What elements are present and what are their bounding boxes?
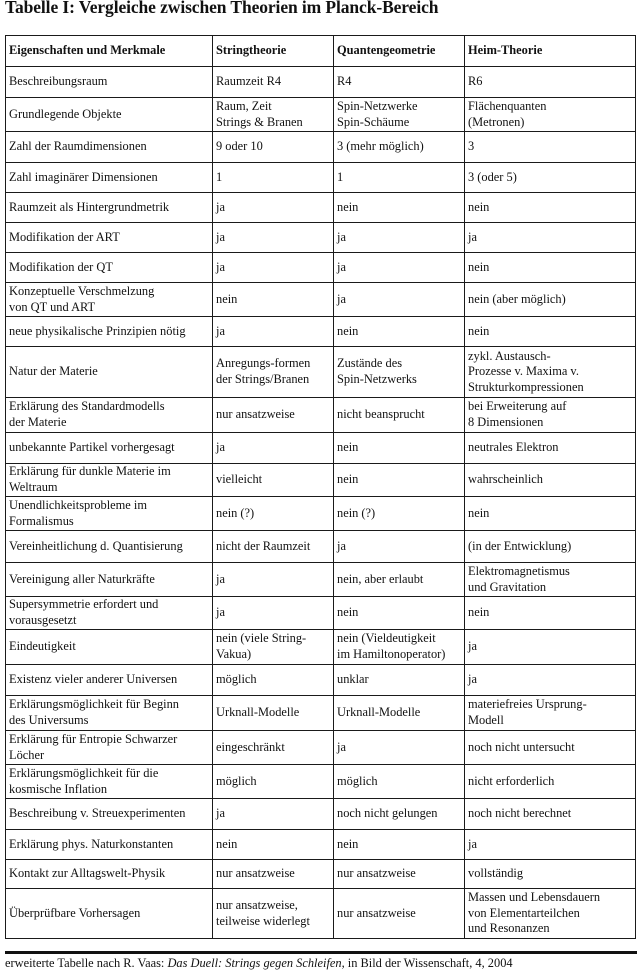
table-row — [6, 398, 636, 433]
cell-quantengeometrie: ja — [334, 223, 465, 253]
cell-quantengeometrie: nein, aber erlaubt — [334, 563, 465, 597]
cell-stringtheorie: nein (?) — [213, 497, 334, 531]
cell-quantengeometrie: Zustände des Spin-Netzwerks — [334, 347, 465, 398]
cell-stringtheorie: Urknall-Modelle — [213, 696, 334, 731]
table-row — [6, 497, 636, 531]
footer-rule — [5, 951, 637, 954]
cell-property: Erklärung des Standardmodells der Materie — [6, 398, 213, 433]
cell-property: Vereinigung aller Naturkräfte — [6, 563, 213, 597]
table-row — [6, 630, 636, 665]
cell-heim-theorie: nein — [465, 317, 636, 347]
cell-property: Erklärung für dunkle Materie im Weltraum — [6, 464, 213, 497]
cell-heim-theorie: nein — [465, 253, 636, 283]
cell-stringtheorie: nein (viele String- Vakua) — [213, 630, 334, 665]
cell-quantengeometrie: ja — [334, 253, 465, 283]
cell-quantengeometrie: Urknall-Modelle — [334, 696, 465, 731]
table-row — [6, 317, 636, 347]
table-row — [6, 223, 636, 253]
cell-quantengeometrie: noch nicht gelungen — [334, 799, 465, 830]
cell-stringtheorie: nein — [213, 283, 334, 317]
cell-quantengeometrie: nein — [334, 597, 465, 630]
cell-property: Modifikation der QT — [6, 253, 213, 283]
cell-property: Raumzeit als Hintergrundmetrik — [6, 193, 213, 223]
cell-property: Beschreibung v. Streuexperimenten — [6, 799, 213, 830]
cell-property: Unendlichkeitsprobleme im Formalismus — [6, 497, 213, 531]
footnote — [5, 956, 513, 971]
cell-property: Zahl imaginärer Dimensionen — [6, 163, 213, 193]
cell-heim-theorie: zykl. Austausch- Prozesse v. Maxima v. Strukturkompressionen — [465, 347, 636, 398]
cell-heim-theorie: nein — [465, 597, 636, 630]
cell-property: unbekannte Partikel vorhergesagt — [6, 433, 213, 464]
cell-quantengeometrie: nein — [334, 830, 465, 860]
cell-property: Natur der Materie — [6, 347, 213, 398]
header-cell-stringtheorie: Stringtheorie — [213, 36, 334, 67]
cell-stringtheorie: ja — [213, 799, 334, 830]
cell-heim-theorie: (in der Entwicklung) — [465, 531, 636, 563]
cell-quantengeometrie: ja — [334, 531, 465, 563]
cell-quantengeometrie: unklar — [334, 665, 465, 696]
cell-stringtheorie: ja — [213, 597, 334, 630]
table-row — [6, 563, 636, 597]
cell-stringtheorie: ja — [213, 223, 334, 253]
table-row — [6, 433, 636, 464]
cell-property: Supersymmetrie erfordert und vorausgesetzt — [6, 597, 213, 630]
cell-stringtheorie: nein — [213, 830, 334, 860]
cell-stringtheorie: ja — [213, 563, 334, 597]
cell-property: Eindeutigkeit — [6, 630, 213, 665]
cell-quantengeometrie: nur ansatzweise — [334, 889, 465, 939]
table-row — [6, 347, 636, 398]
cell-heim-theorie: 3 (oder 5) — [465, 163, 636, 193]
cell-quantengeometrie: nur ansatzweise — [334, 860, 465, 889]
cell-heim-theorie: ja — [465, 830, 636, 860]
table-row — [6, 765, 636, 799]
cell-property: neue physikalische Prinzipien nötig — [6, 317, 213, 347]
table-row — [6, 597, 636, 630]
cell-heim-theorie: nein — [465, 497, 636, 531]
cell-stringtheorie: Raumzeit R4 — [213, 67, 334, 98]
cell-heim-theorie: nicht erforderlich — [465, 765, 636, 799]
table-row — [6, 696, 636, 731]
cell-quantengeometrie: nein — [334, 193, 465, 223]
cell-stringtheorie: Anregungs-formen der Strings/Branen — [213, 347, 334, 398]
cell-quantengeometrie: ja — [334, 731, 465, 765]
table-row — [6, 253, 636, 283]
table-body — [6, 67, 636, 939]
cell-property: Modifikation der ART — [6, 223, 213, 253]
cell-property: Überprüfbare Vorhersagen — [6, 889, 213, 939]
cell-quantengeometrie: nein — [334, 464, 465, 497]
cell-stringtheorie: nur ansatzweise — [213, 398, 334, 433]
cell-property: Erklärung für Entropie Schwarzer Löcher — [6, 731, 213, 765]
cell-heim-theorie: R6 — [465, 67, 636, 98]
cell-heim-theorie: materiefreies Ursprung- Modell — [465, 696, 636, 731]
cell-property: Erklärung phys. Naturkonstanten — [6, 830, 213, 860]
cell-property: Erklärungsmöglichkeit für Beginn des Universums — [6, 696, 213, 731]
comparison-table — [5, 35, 636, 939]
cell-heim-theorie: ja — [465, 223, 636, 253]
cell-stringtheorie: vielleicht — [213, 464, 334, 497]
table-row — [6, 193, 636, 223]
cell-stringtheorie: ja — [213, 253, 334, 283]
cell-stringtheorie: eingeschränkt — [213, 731, 334, 765]
table-title: Tabelle I: Vergleiche zwischen Theorien im Planck-Bereich — [5, 0, 439, 17]
cell-heim-theorie: Massen und Lebensdauern von Elementarteilchen und Resonanzen — [465, 889, 636, 939]
cell-stringtheorie: 9 oder 10 — [213, 132, 334, 163]
cell-heim-theorie: vollständig — [465, 860, 636, 889]
cell-stringtheorie: ja — [213, 433, 334, 464]
header-cell-heim-theorie: Heim-Theorie — [465, 36, 636, 67]
cell-quantengeometrie: nicht beansprucht — [334, 398, 465, 433]
cell-property: Zahl der Raumdimensionen — [6, 132, 213, 163]
cell-property: Konzeptuelle Verschmelzung von QT und ART — [6, 283, 213, 317]
cell-quantengeometrie: nein (?) — [334, 497, 465, 531]
cell-stringtheorie: möglich — [213, 665, 334, 696]
footnote-italic-title: Das Duell: Strings gegen Schleifen, — [167, 956, 345, 970]
table-row — [6, 799, 636, 830]
cell-heim-theorie: nein — [465, 193, 636, 223]
cell-stringtheorie: nicht der Raumzeit — [213, 531, 334, 563]
cell-quantengeometrie: 3 (mehr möglich) — [334, 132, 465, 163]
cell-stringtheorie: Raum, Zeit Strings & Branen — [213, 98, 334, 132]
cell-property: Erklärungsmöglichkeit für die kosmische Inflation — [6, 765, 213, 799]
cell-heim-theorie: nein (aber möglich) — [465, 283, 636, 317]
cell-heim-theorie: neutrales Elektron — [465, 433, 636, 464]
table-row — [6, 132, 636, 163]
cell-property: Beschreibungsraum — [6, 67, 213, 98]
table-row — [6, 665, 636, 696]
cell-heim-theorie: noch nicht untersucht — [465, 731, 636, 765]
cell-heim-theorie: ja — [465, 665, 636, 696]
cell-stringtheorie: nur ansatzweise, teilweise widerlegt — [213, 889, 334, 939]
table-row — [6, 98, 636, 132]
table-row — [6, 464, 636, 497]
table-row — [6, 731, 636, 765]
cell-quantengeometrie: möglich — [334, 765, 465, 799]
table-row — [6, 163, 636, 193]
footnote-suffix: in Bild der Wissenschaft, 4, 2004 — [344, 956, 513, 970]
table-row — [6, 860, 636, 889]
cell-quantengeometrie: ja — [334, 283, 465, 317]
cell-quantengeometrie: R4 — [334, 67, 465, 98]
header-cell-properties: Eigenschaften und Merkmale — [6, 36, 213, 67]
cell-property: Grundlegende Objekte — [6, 98, 213, 132]
cell-heim-theorie: 3 — [465, 132, 636, 163]
cell-stringtheorie: ja — [213, 317, 334, 347]
cell-stringtheorie: nur ansatzweise — [213, 860, 334, 889]
cell-quantengeometrie: nein (Vieldeutigkeit im Hamiltonoperator) — [334, 630, 465, 665]
cell-stringtheorie: möglich — [213, 765, 334, 799]
cell-heim-theorie: noch nicht berechnet — [465, 799, 636, 830]
footnote-prefix: erweiterte Tabelle nach R. Vaas: — [5, 956, 168, 970]
cell-quantengeometrie: 1 — [334, 163, 465, 193]
cell-heim-theorie: bei Erweiterung auf 8 Dimensionen — [465, 398, 636, 433]
cell-quantengeometrie: nein — [334, 317, 465, 347]
cell-stringtheorie: ja — [213, 193, 334, 223]
table-row — [6, 830, 636, 860]
cell-heim-theorie: ja — [465, 630, 636, 665]
header-row — [6, 36, 636, 67]
cell-quantengeometrie: Spin-Netzwerke Spin-Schäume — [334, 98, 465, 132]
table-row — [6, 531, 636, 563]
table-row — [6, 67, 636, 98]
cell-stringtheorie: 1 — [213, 163, 334, 193]
cell-quantengeometrie: nein — [334, 433, 465, 464]
cell-heim-theorie: wahrscheinlich — [465, 464, 636, 497]
cell-property: Kontakt zur Alltagswelt-Physik — [6, 860, 213, 889]
cell-property: Vereinheitlichung d. Quantisierung — [6, 531, 213, 563]
cell-heim-theorie: Elektromagnetismus und Gravitation — [465, 563, 636, 597]
cell-property: Existenz vieler anderer Universen — [6, 665, 213, 696]
cell-heim-theorie: Flächenquanten (Metronen) — [465, 98, 636, 132]
header-cell-quantengeometrie: Quantengeometrie — [334, 36, 465, 67]
table-row — [6, 283, 636, 317]
table-row — [6, 889, 636, 939]
